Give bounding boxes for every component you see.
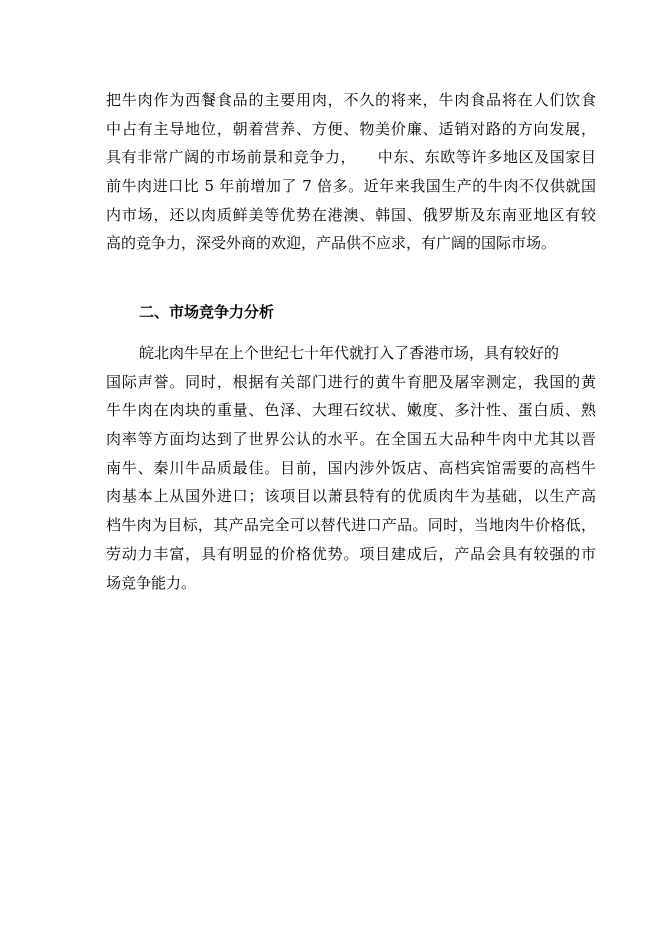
paragraph-line: 肉基本上从国外进口；该项目以萧县特有的优质肉牛为基础，以生产高 (106, 487, 596, 506)
paragraph-line: 皖北肉牛早在上个世纪七十年代就打入了香港市场，具有较好的 (139, 344, 560, 362)
market-outlook-paragraph (106, 86, 596, 258)
paragraph-line: 高的竞争力，深受外商的欢迎，产品供不应求，有广阔的国际市场。 (106, 234, 557, 253)
paragraph-line: 肉率等方面均达到了世界公认的水平。在全国五大品种牛肉中尤其以晋 (106, 430, 596, 449)
paragraph-line: 南牛、秦川牛品质最佳。目前，国内涉外饭店、高档宾馆需要的高档牛 (106, 458, 596, 477)
paragraph-line: 把牛肉作为西餐食品的主要用肉，不久的将来，牛肉食品将在人们饮食 (106, 91, 596, 109)
section-heading: 二、市场竞争力分析 (139, 303, 275, 321)
competitiveness-paragraph (106, 339, 596, 597)
paragraph-line: 具有非常广阔的市场前景和竞争力， 中东、东欧等许多地区及国家目 (106, 148, 596, 167)
paragraph-line: 牛牛肉在肉块的重量、色泽、大理石纹状、嫩度、多汁性、蛋白质、熟 (106, 401, 596, 420)
paragraph-line: 场竞争能力。 (106, 573, 197, 592)
paragraph-line: 档牛肉为目标，其产品完全可以替代进口产品。同时，当地肉牛价格低， (106, 516, 596, 535)
paragraph-line: 内市场，还以肉质鲜美等优势在港澳、韩国、俄罗斯及东南亚地区有较 (106, 205, 596, 224)
paragraph-line: 国际声誉。同时，根据有关部门进行的黄牛育肥及屠宰测定，我国的黄 (106, 372, 596, 391)
paragraph-line: 中占有主导地位，朝着营养、方便、物美价廉、适销对路的方向发展， (106, 119, 596, 138)
paragraph-line: 前牛肉进口比 5 年前增加了 7 倍多。近年来我国生产的牛肉不仅供就国 (106, 177, 596, 196)
paragraph-line: 劳动力丰富，具有明显的价格优势。项目建成后，产品会具有较强的市 (106, 544, 596, 563)
